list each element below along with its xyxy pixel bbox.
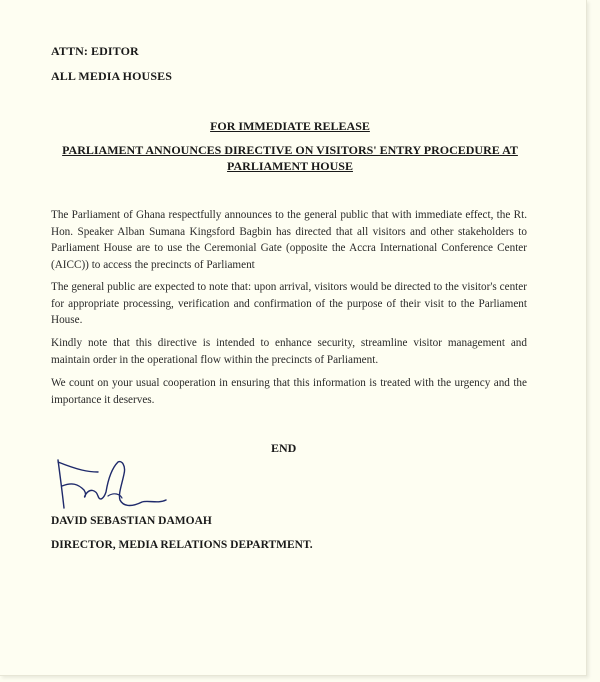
cropped-letterhead-strip [0,0,586,5]
recipients-line: ALL MEDIA HOUSES [51,69,172,83]
signatory-name: DAVID SEBASTIAN DAMOAH [51,515,212,527]
end-marker: END [271,441,297,455]
attn-line: ATTN: EDITOR [51,44,139,58]
paragraph-1: The Parliament of Ghana respectfully announces to the general public that with immediate effect, the Rt. Hon. Speaker Alban Sumana Kingsford Bagbin has directed that all visitors and other stakeholders to Parliament House are to use the Ceremonial Gate (opposite the Accra International Conference Center (AICC)) to access the precincts of Parliament [51,209,527,271]
paragraph-4: We count on your usual cooperation in ensuring that this information is treated with the urgency and the importance it deserves. [51,377,527,406]
handwritten-signature [48,450,178,520]
release-label: FOR IMMEDIATE RELEASE [210,119,370,133]
paragraph-2: The general public are expected to note that: upon arrival, visitors would be directed to the visitor's center for appropriate processing, verification and confirmation of the purpose of their visit to the Parliament House. [51,281,527,326]
signatory-title: DIRECTOR, MEDIA RELATIONS DEPARTMENT. [51,539,313,551]
headline: PARLIAMENT ANNOUNCES DIRECTIVE ON VISITORS' ENTRY PROCEDURE AT PARLIAMENT HOUSE [62,143,518,173]
paragraph-3: Kindly note that this directive is intended to enhance security, streamline visitor management and maintain order in the operational flow within the precincts of Parliament. [51,337,527,366]
